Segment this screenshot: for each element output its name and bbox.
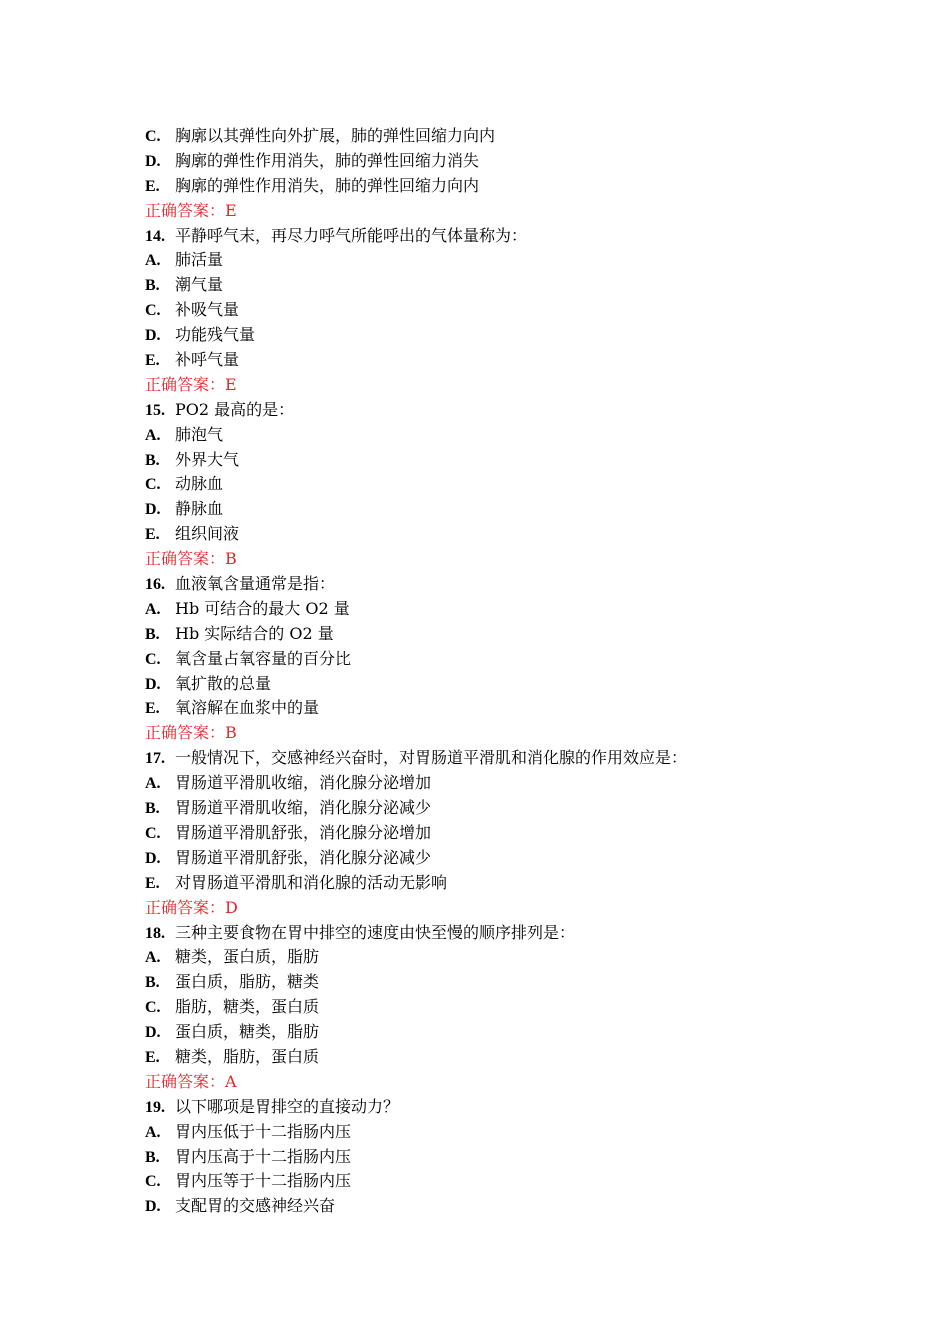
answer-option <box>145 472 845 497</box>
option-text: Hb 实际结合的 O2 量 <box>175 623 334 643</box>
option-letter: C. <box>145 302 161 320</box>
question-number: 16. <box>145 576 165 594</box>
option-letter: D. <box>145 1024 161 1042</box>
option-text: 糖类，脂肪，蛋白质 <box>175 1046 320 1066</box>
option-text: 蛋白质，糖类，脂肪 <box>175 1022 320 1042</box>
question-text: 平静呼气末，再尽力呼气所能呼出的气体量称为： <box>175 225 528 245</box>
option-text: 胸廓的弹性作用消失，肺的弹性回缩力向内 <box>175 175 480 195</box>
question-number: 18. <box>145 924 165 942</box>
option-letter: D. <box>145 849 161 867</box>
option-letter: A. <box>145 252 161 270</box>
correct-answer-label: 正确答案： <box>145 723 226 743</box>
correct-answer-label: 正确答案： <box>145 549 226 569</box>
correct-answer-value: A <box>225 1071 237 1091</box>
option-text: 动脉血 <box>175 474 224 494</box>
question-stem <box>145 224 845 249</box>
option-text: 肺活量 <box>175 250 224 270</box>
answer-option <box>145 1145 845 1170</box>
answer-option <box>145 423 845 448</box>
option-text: 支配胃的交感神经兴奋 <box>175 1196 336 1216</box>
option-letter: D. <box>145 675 161 693</box>
option-text: 潮气量 <box>175 275 224 295</box>
option-text: 功能残气量 <box>175 325 256 345</box>
option-letter: B. <box>145 451 160 469</box>
option-text: 胃肠道平滑肌收缩，消化腺分泌减少 <box>175 798 432 818</box>
answer-option <box>145 448 845 473</box>
question-stem <box>145 921 845 946</box>
correct-answer-value: D <box>225 897 238 917</box>
option-letter: E. <box>145 700 160 718</box>
option-text: 外界大气 <box>175 449 240 469</box>
answer-option <box>145 871 845 896</box>
option-text: 蛋白质，脂肪，糖类 <box>175 972 320 992</box>
option-text: 脂肪，糖类，蛋白质 <box>175 997 320 1017</box>
option-letter: B. <box>145 277 160 295</box>
option-letter: C. <box>145 999 161 1017</box>
option-letter: E. <box>145 874 160 892</box>
answer-option <box>145 273 845 298</box>
question-text: 三种主要食物在胃中排空的速度由快至慢的顺序排列是： <box>175 922 576 942</box>
question-text: 一般情况下，交感神经兴奋时，对胃肠道平滑肌和消化腺的作用效应是： <box>175 748 688 768</box>
correct-answer <box>145 1070 845 1095</box>
option-letter: E. <box>145 352 160 370</box>
answer-option <box>145 672 845 697</box>
option-text: 胃内压高于十二指肠内压 <box>175 1146 352 1166</box>
option-text: 胃内压低于十二指肠内压 <box>175 1121 352 1141</box>
option-letter: E. <box>145 1048 160 1066</box>
answer-option <box>145 945 845 970</box>
answer-option <box>145 970 845 995</box>
question-text: PO2 最高的是： <box>175 399 295 419</box>
question-text: 以下哪项是胃排空的直接动力？ <box>175 1096 400 1116</box>
option-letter: B. <box>145 800 160 818</box>
correct-answer-label: 正确答案： <box>145 374 226 394</box>
option-letter: D. <box>145 327 161 345</box>
option-text: 胃肠道平滑肌收缩，消化腺分泌增加 <box>175 773 432 793</box>
option-letter: D. <box>145 152 161 170</box>
option-text: 氧含量占氧容量的百分比 <box>175 648 352 668</box>
option-letter: A. <box>145 1123 161 1141</box>
correct-answer <box>145 547 845 572</box>
option-text: 胃肠道平滑肌舒张，消化腺分泌减少 <box>175 847 432 867</box>
answer-option <box>145 647 845 672</box>
question-stem <box>145 1095 845 1120</box>
option-text: 氧溶解在血浆中的量 <box>175 698 320 718</box>
option-text: Hb 可结合的最大 O2 量 <box>175 598 350 618</box>
option-letter: B. <box>145 1148 160 1166</box>
correct-answer <box>145 373 845 398</box>
option-letter: A. <box>145 426 161 444</box>
question-stem <box>145 746 845 771</box>
question-number: 17. <box>145 750 165 768</box>
answer-option <box>145 597 845 622</box>
option-letter: D. <box>145 501 161 519</box>
option-letter: C. <box>145 476 161 494</box>
option-text: 胃肠道平滑肌舒张，消化腺分泌增加 <box>175 822 432 842</box>
question-stem <box>145 398 845 423</box>
correct-answer-label: 正确答案： <box>145 1071 226 1091</box>
option-letter: A. <box>145 775 161 793</box>
answer-option <box>145 124 845 149</box>
answer-option <box>145 323 845 348</box>
answer-option <box>145 497 845 522</box>
correct-answer-value: B <box>225 549 237 569</box>
option-text: 补呼气量 <box>175 350 240 370</box>
correct-answer-value: B <box>225 723 237 743</box>
answer-option <box>145 174 845 199</box>
correct-answer <box>145 721 845 746</box>
correct-answer-value: E <box>225 374 237 394</box>
option-letter: B. <box>145 974 160 992</box>
option-text: 胸廓的弹性作用消失，肺的弹性回缩力消失 <box>175 150 480 170</box>
option-letter: C. <box>145 128 161 145</box>
correct-answer-value: E <box>225 200 237 220</box>
option-text: 糖类，蛋白质，脂肪 <box>175 947 320 967</box>
answer-option <box>145 149 845 174</box>
option-letter: E. <box>145 177 160 195</box>
question-number: 15. <box>145 401 165 419</box>
option-letter: D. <box>145 1198 161 1216</box>
answer-option <box>145 522 845 547</box>
question-text: 血液氧含量通常是指： <box>175 574 336 594</box>
question-number: 14. <box>145 227 165 245</box>
answer-option <box>145 796 845 821</box>
option-letter: A. <box>145 949 161 967</box>
question-stem <box>145 572 845 597</box>
option-text: 氧扩散的总量 <box>175 673 272 693</box>
correct-answer-label: 正确答案： <box>145 200 226 220</box>
answer-option <box>145 995 845 1020</box>
option-letter: C. <box>145 1173 161 1191</box>
correct-answer <box>145 199 845 224</box>
answer-option <box>145 771 845 796</box>
answer-option <box>145 1194 845 1219</box>
option-text: 对胃肠道平滑肌和消化腺的活动无影响 <box>175 872 448 892</box>
option-text: 肺泡气 <box>175 424 224 444</box>
correct-answer <box>145 896 845 921</box>
option-letter: B. <box>145 625 160 643</box>
question-number: 19. <box>145 1098 165 1116</box>
option-letter: C. <box>145 650 161 668</box>
correct-answer-label: 正确答案： <box>145 897 226 917</box>
answer-option <box>145 1020 845 1045</box>
option-text: 补吸气量 <box>175 300 240 320</box>
option-text: 组织间液 <box>175 524 240 544</box>
answer-option <box>145 1169 845 1194</box>
answer-option <box>145 298 845 323</box>
option-text: 胃内压等于十二指肠内压 <box>175 1171 352 1191</box>
question-list <box>145 124 845 1219</box>
answer-option <box>145 348 845 373</box>
option-letter: C. <box>145 824 161 842</box>
option-text: 胸廓以其弹性向外扩展，肺的弹性回缩力向内 <box>175 126 496 145</box>
answer-option <box>145 622 845 647</box>
answer-option <box>145 696 845 721</box>
option-text: 静脉血 <box>175 499 224 519</box>
answer-option <box>145 846 845 871</box>
answer-option <box>145 1120 845 1145</box>
answer-option <box>145 821 845 846</box>
answer-option <box>145 248 845 273</box>
answer-option <box>145 1045 845 1070</box>
option-letter: A. <box>145 600 161 618</box>
option-letter: E. <box>145 526 160 544</box>
